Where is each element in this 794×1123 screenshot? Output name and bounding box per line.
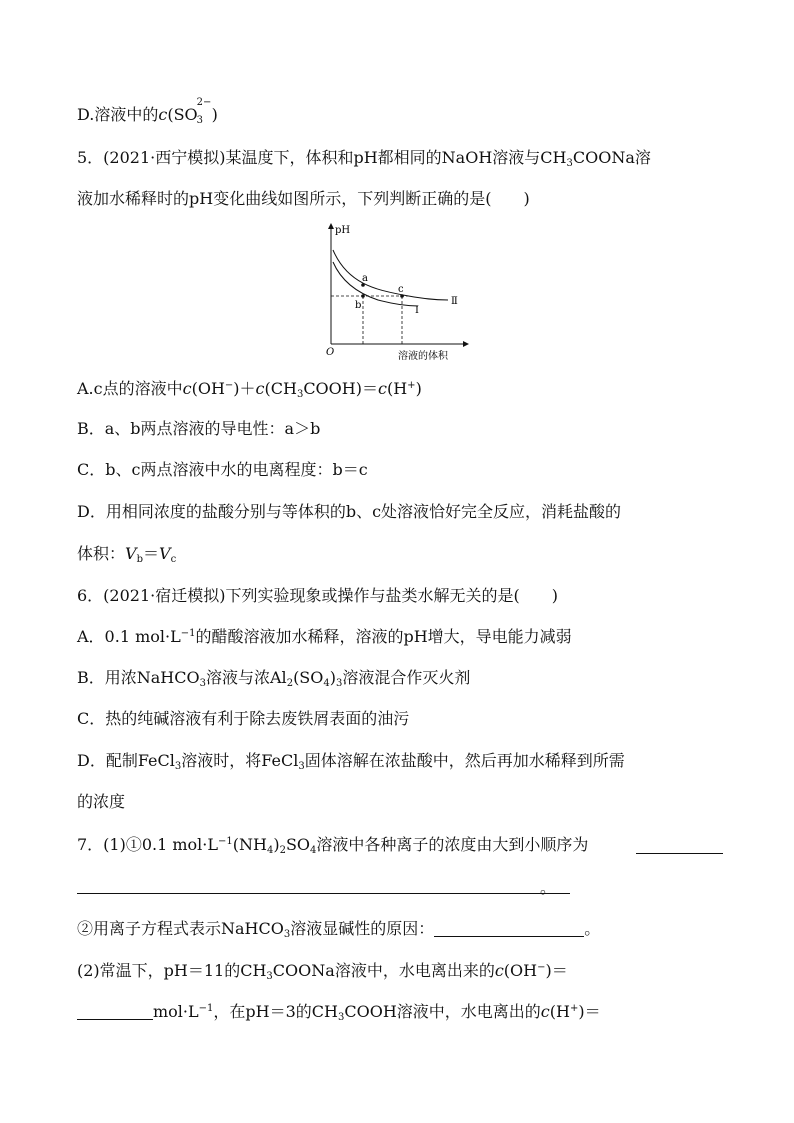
q6-option-d-line2: 的浓度: [77, 792, 126, 811]
q5-option-a: A.c点的溶液中$c(OH^-)+c(CH_3COOH)=c(H^+)$: [77, 379, 422, 400]
q6-option-b: B．用浓NaHCO$_3$溶液与浓$Al_2(SO_4)_3$溶液混合作灭火剂: [77, 668, 471, 689]
label-c: c: [398, 284, 404, 295]
x-axis-label: 溶液的体积: [398, 351, 448, 362]
answer-blank-3[interactable]: [77, 1003, 153, 1020]
q7-line3: ②用离子方程式表示NaHCO$_3$溶液显碱性的原因： 。: [77, 919, 601, 940]
point-b: [361, 294, 365, 298]
sulfite-formula: SO 2− 3: [173, 97, 212, 126]
q7-line5: $mol\cdot L^{-1}$，在pH＝3的$CH_3COOH$溶液中，水电离出的c(H+)＝: [77, 1001, 601, 1023]
ph-dilution-chart: [318, 220, 488, 365]
q5-option-d-line2: 体积：$V_b=V_c$: [77, 544, 177, 565]
answer-blank-1a[interactable]: [636, 853, 723, 854]
q6-option-c: C．热的纯碱溶液有利于除去废铁屑表面的油污: [77, 709, 410, 728]
q5-stem-line2: 液加水稀释时的pH变化曲线如图所示，下列判断正确的是( ): [77, 189, 530, 208]
answer-blank-1b[interactable]: [77, 893, 570, 894]
y-axis-label: pH: [335, 225, 351, 236]
q5-stem-line1: 5．(2021·西宁模拟)某温度下，体积和pH都相同的NaOH溶液与$CH_3COONa$溶: [77, 148, 651, 169]
curve-i: [333, 262, 418, 306]
q6-option-a: A．0.1 $mol\cdot L^{-1}$的醋酸溶液加水稀释，溶液的pH增大，导电能力减弱: [77, 627, 572, 646]
label-b: b: [355, 300, 362, 311]
answer-blank-2[interactable]: [434, 920, 584, 937]
origin-label: O: [326, 347, 335, 358]
q6-option-d-line1: D．配制FeCl$_3$溶液时，将FeCl$_3$固体溶解在浓盐酸中，然后再加水稀释到所需: [77, 751, 625, 772]
q4-option-d: D.溶液中的c( SO 2− 3 ): [77, 97, 218, 126]
q7-line1: 7．(1)①0.1 $mol\cdot L^{-1}(NH_4)_2SO_4$溶液中各种离子的浓度由大到小顺序为: [77, 835, 589, 856]
q7-line2-end: 。: [540, 878, 557, 897]
q7-line4: (2)常温下，pH＝11的$CH_3COONa$溶液中，水电离出来的c(OH−)＝: [77, 961, 568, 982]
curve-ii: [333, 250, 448, 300]
q5-option-d-line1: D．用相同浓度的盐酸分别与等体积的b、c处溶液恰好完全反应，消耗盐酸的: [77, 502, 622, 521]
label-a: a: [362, 273, 368, 284]
q5-option-b: B．a、b两点溶液的导电性：a＞b: [77, 419, 321, 438]
q6-stem: 6．(2021·宿迁模拟)下列实验现象或操作与盐类水解无关的是( ): [77, 586, 558, 605]
label-curve-ii: Ⅱ: [451, 296, 458, 307]
label-curve-i: Ⅰ: [415, 305, 419, 316]
q5-option-c: C．b、c两点溶液中水的电离程度：b＝c: [77, 460, 368, 479]
